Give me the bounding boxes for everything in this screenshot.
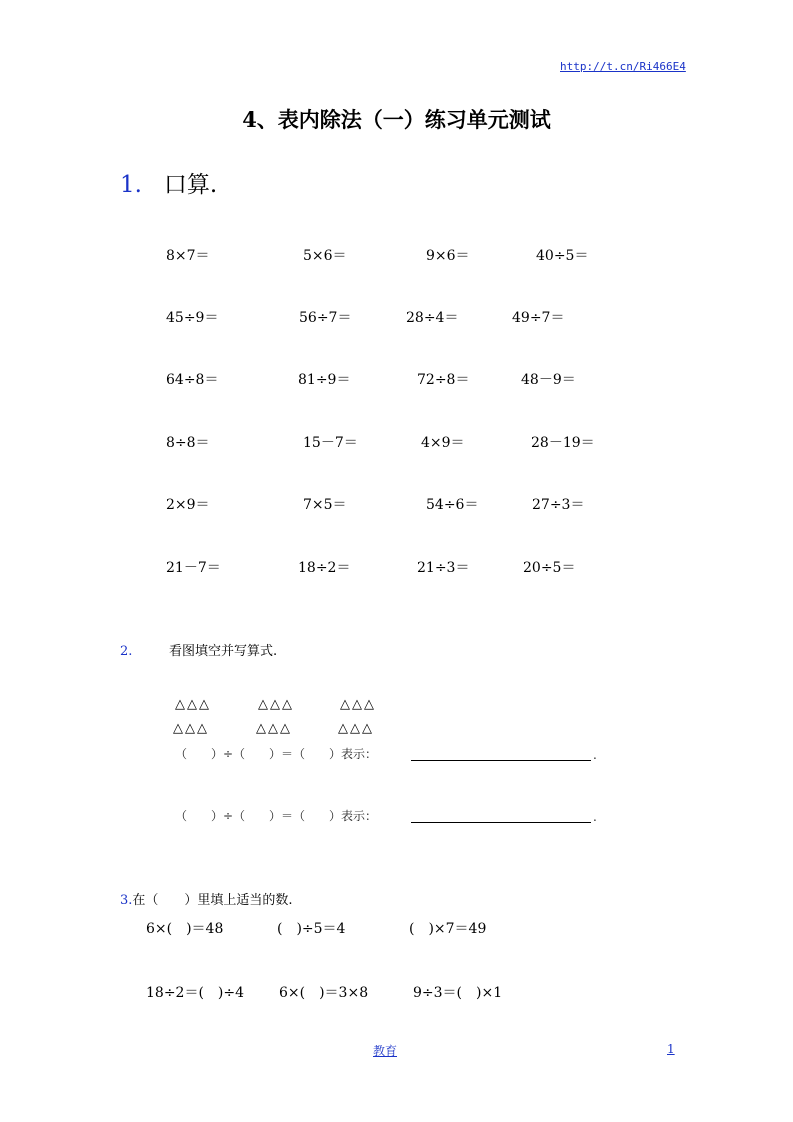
page-number[interactable]: 1	[667, 1042, 675, 1056]
calc-item: 7×5＝	[303, 497, 347, 513]
fill-number-item: ( )×7＝49	[409, 921, 487, 937]
answer-line[interactable]	[411, 822, 591, 823]
calc-item: 81÷9＝	[298, 372, 351, 388]
header-url-link[interactable]: http://t.cn/Ri466E4	[560, 60, 686, 73]
fill-number-item: 6×( )＝3×8	[279, 985, 369, 1001]
calc-item: 20÷5＝	[523, 560, 576, 576]
section-2-label: 看图填空并写算式.	[169, 644, 278, 659]
footer-link[interactable]: 教育	[373, 1044, 398, 1058]
calc-item: 48－9＝	[521, 372, 576, 388]
calc-item: 4×9＝	[421, 435, 465, 451]
section-1-label: 口算.	[163, 172, 218, 198]
calc-item: 72÷8＝	[417, 372, 470, 388]
triangle-group: △△△	[258, 697, 294, 712]
calc-item: 28÷4＝	[406, 310, 459, 326]
section-2-heading	[120, 640, 277, 659]
triangle-group: △△△	[175, 697, 211, 712]
section-3-label: 在（ ）里填上适当的数.	[132, 893, 293, 908]
calc-item: 64÷8＝	[166, 372, 219, 388]
calc-item: 9×6＝	[426, 248, 470, 264]
fill-in-expression: （ ）÷（ ）＝（ ）表示：	[175, 809, 378, 823]
fill-number-item: 9÷3＝( )×1	[413, 985, 503, 1001]
section-2-number: 2.	[120, 644, 133, 659]
calc-item: 2×9＝	[166, 497, 210, 513]
calc-item: 28－19＝	[531, 435, 595, 451]
triangle-group: △△△	[173, 721, 209, 736]
calc-item: 15－7＝	[303, 435, 358, 451]
calc-item: 5×6＝	[303, 248, 347, 264]
fill-number-item: ( )÷5＝4	[277, 921, 346, 937]
triangle-group: △△△	[256, 721, 292, 736]
triangle-group: △△△	[340, 697, 376, 712]
section-3-number: 3.	[120, 893, 133, 908]
line-end-period: .	[593, 748, 597, 762]
fill-number-item: 6×( )＝48	[146, 921, 224, 937]
fill-number-item: 18÷2＝( )÷4	[146, 985, 245, 1001]
triangle-group: △△△	[338, 721, 374, 736]
calc-item: 49÷7＝	[512, 310, 565, 326]
calc-item: 8×7＝	[166, 248, 210, 264]
calc-item: 27÷3＝	[532, 497, 585, 513]
calc-item: 18÷2＝	[298, 560, 351, 576]
answer-line[interactable]	[411, 760, 591, 761]
calc-item: 8÷8＝	[166, 435, 210, 451]
calc-item: 40÷5＝	[536, 248, 589, 264]
page-title: 4、表内除法（一）练习单元测试	[242, 107, 551, 132]
calc-item: 45÷9＝	[166, 310, 219, 326]
calc-item: 21－7＝	[166, 560, 221, 576]
calc-item: 54÷6＝	[426, 497, 479, 513]
section-1-number: 1.	[120, 172, 142, 198]
section-3-heading	[120, 889, 293, 908]
calc-item: 56÷7＝	[299, 310, 352, 326]
calc-item: 21÷3＝	[417, 560, 470, 576]
fill-in-expression: （ ）÷（ ）＝（ ）表示：	[175, 747, 378, 761]
line-end-period: .	[593, 810, 597, 824]
section-1-heading	[120, 166, 217, 199]
